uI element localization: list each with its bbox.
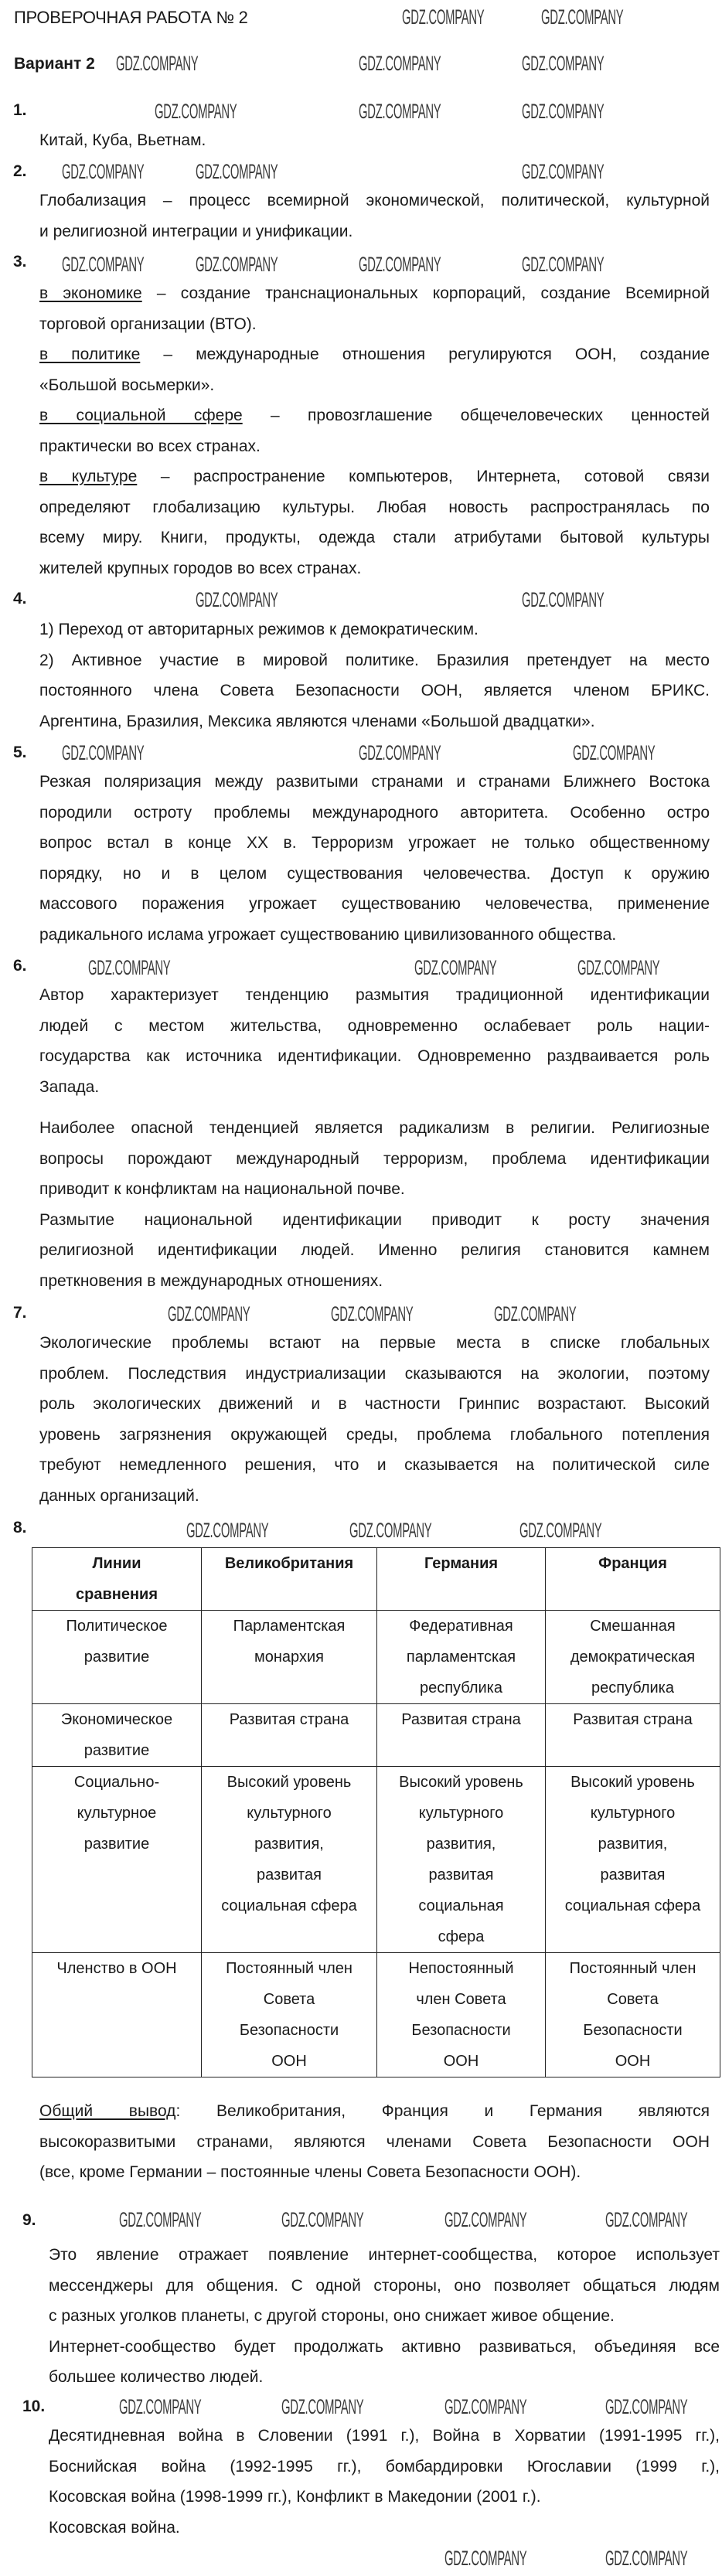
underlined-term: в социальной сфере (39, 407, 243, 424)
text-line (39, 1328, 710, 1359)
text-line (39, 675, 710, 706)
text-line (39, 1420, 710, 1451)
cell-line: Высокий уровень (399, 1774, 523, 1791)
line-text: Наиболее опасной тенденцией является радикализм в религии. Религиозные (39, 1119, 710, 1137)
cell-line: Членство в ООН (56, 1960, 177, 1977)
answer-6-part-1 (39, 980, 710, 1102)
underlined-term: Общий вывод (39, 2102, 176, 2120)
watermark: GDZ.COMPANY (155, 100, 237, 123)
watermark: GDZ.COMPANY (196, 253, 278, 276)
line-text: : Великобритания, Франция и Германия являются (175, 2102, 710, 2120)
watermark: GDZ.COMPANY (196, 588, 278, 611)
cell-line: развитая (600, 1866, 666, 1884)
cell-line: Высокий уровень (226, 1774, 352, 1791)
cell-line: сфера (438, 1928, 485, 1945)
cell-line: развитая (257, 1866, 322, 1884)
paragraph (39, 339, 710, 400)
table-row (32, 1767, 720, 1953)
table-cell (546, 1611, 720, 1704)
text-line (49, 2301, 720, 2332)
text-line (39, 1174, 710, 1205)
text-line (39, 370, 710, 401)
watermark: GDZ.COMPANY (62, 160, 145, 183)
watermark: GDZ.COMPANY (359, 253, 441, 276)
cell-line: Смешанная (590, 1618, 676, 1635)
watermark: GDZ.COMPANY (573, 741, 656, 764)
paragraph (39, 645, 710, 737)
cell-line: Развитая страна (401, 1711, 521, 1728)
text-line (39, 1144, 710, 1175)
cell-line: Высокий уровень (570, 1774, 695, 1791)
paragraph (49, 2332, 720, 2393)
row-label-cell (32, 1704, 202, 1767)
column-header (202, 1548, 377, 1611)
answer-7 (39, 1328, 710, 1511)
cell-line: развитие (83, 1742, 150, 1759)
task-number-4: 4. (13, 590, 27, 607)
cell-line: Социально- (73, 1774, 160, 1791)
watermark: GDZ.COMPANY (186, 1519, 269, 1542)
watermark: GDZ.COMPANY (522, 160, 605, 183)
watermark: GDZ.COMPANY (359, 741, 441, 764)
line-text: Косовская война (1998-1999 гг.), Конфликт в Македонии (2001 г.). (49, 2488, 541, 2506)
row-label-cell (32, 1953, 202, 2077)
task-number-7: 7. (13, 1304, 27, 1322)
watermark: GDZ.COMPANY (196, 160, 278, 183)
text-line (39, 2157, 710, 2188)
table-cell (377, 1767, 546, 1953)
paragraph (49, 2421, 720, 2513)
watermark: GDZ.COMPANY (119, 2208, 202, 2231)
cell-line: демократическая (570, 1649, 696, 1666)
answer-5 (39, 767, 710, 950)
line-text: – распространение компьютеров, Интернета, сотовой связи (137, 468, 710, 485)
line-text: Автор характеризует тенденцию размытия традиционной идентификации (39, 986, 710, 1004)
text-line (39, 980, 710, 1011)
line-text: жителей крупных городов во всех странах. (39, 559, 362, 577)
cell-line: республика (591, 1679, 674, 1696)
line-text: роль экологических движений и в частности Гринпис возрастают. Высокий (39, 1395, 710, 1413)
text-line (39, 309, 710, 340)
watermark: GDZ.COMPANY (605, 2547, 688, 2570)
text-line (39, 614, 710, 645)
line-text: высокоразвитыми странами, являются членами Совета Безопасности ООН (39, 2132, 710, 2151)
task-number-10: 10. (22, 2397, 46, 2415)
text-line (39, 706, 710, 737)
text-line (39, 920, 710, 951)
text-line (39, 125, 710, 156)
answer-10 (49, 2421, 720, 2543)
watermark: GDZ.COMPANY (494, 1302, 577, 1325)
text-line (49, 2482, 720, 2513)
answer-4 (39, 614, 710, 737)
comparison-table (32, 1547, 720, 2077)
cell-line: республика (419, 1679, 502, 1696)
text-line (39, 2127, 710, 2158)
cell-line: Безопасности (411, 2022, 511, 2039)
watermark: GDZ.COMPANY (349, 1519, 432, 1542)
cell-line: Непостоянный (408, 1960, 514, 1977)
text-line (39, 1450, 710, 1481)
paragraph (39, 185, 710, 247)
table-cell (546, 1704, 720, 1767)
watermark: GDZ.COMPANY (62, 741, 145, 764)
text-line (39, 1041, 710, 1072)
underlined-term: в культуре (39, 468, 138, 485)
line-text: торговой организации (ВТО). (39, 315, 257, 333)
answer-1 (39, 125, 710, 156)
paragraph (39, 614, 710, 645)
answer-6-part-2 (39, 1113, 710, 1296)
watermark: GDZ.COMPANY (541, 5, 624, 29)
table-cell (546, 1953, 720, 2077)
header-line: Великобритания (224, 1555, 354, 1572)
text-line (39, 216, 710, 247)
cell-line: ООН (271, 2053, 307, 2070)
header-line: Германия (424, 1555, 499, 1572)
line-text: Глобализация – процесс всемирной экономической, политической, культурной (39, 192, 710, 209)
line-text: 1) Переход от авторитарных режимов к демократическим. (39, 621, 478, 638)
line-text: массового поражения угрожает существованию человечества, применение (39, 895, 710, 913)
watermark: GDZ.COMPANY (168, 1302, 250, 1325)
paragraph (49, 2513, 720, 2544)
line-text: приводит к конфликтам на национальной почве. (39, 1180, 405, 1198)
text-line (39, 553, 710, 584)
task-number-8: 8. (13, 1519, 27, 1536)
cell-line: развития, (598, 1836, 668, 1853)
line-text: (все, кроме Германии – постоянные члены Совета Безопасности ООН). (39, 2163, 581, 2181)
table-row (32, 1704, 720, 1767)
cell-line: развитая (428, 1866, 494, 1884)
cell-line: развития, (426, 1836, 496, 1853)
line-text: определяют глобализацию культуры. Любая новость распространялась по (39, 498, 710, 516)
cell-line: Постоянный член (569, 1960, 696, 1977)
text-line (39, 1011, 710, 1042)
line-text: Запада. (39, 1077, 100, 1096)
task-number-9: 9. (22, 2211, 36, 2229)
row-label-cell (32, 1767, 202, 1953)
variant-label: Вариант 2 (14, 55, 95, 73)
watermark: GDZ.COMPANY (331, 1302, 414, 1325)
text-line (39, 522, 710, 553)
watermark: GDZ.COMPANY (62, 253, 145, 276)
line-text: уровень загрязнения окружающей среды, проблема глобального потепления (39, 1425, 710, 1444)
line-text: с разных уголков планеты, с другой стороны, оно снижает живое общение. (49, 2307, 615, 2325)
watermark: GDZ.COMPANY (444, 2547, 527, 2570)
conclusion (39, 2096, 710, 2188)
line-text: «Большой восьмерки». (39, 376, 215, 394)
paragraph (39, 278, 710, 339)
table-row (32, 1611, 720, 1704)
text-line (39, 431, 710, 462)
watermark: GDZ.COMPANY (519, 1519, 602, 1542)
cell-line: ООН (615, 2053, 651, 2070)
cell-line: Безопасности (583, 2022, 683, 2039)
text-line (39, 1113, 710, 1144)
text-line (39, 278, 710, 309)
header-line: Франция (598, 1555, 667, 1572)
table-cell (202, 1767, 377, 1953)
table-cell (202, 1953, 377, 2077)
paragraph (39, 1328, 710, 1511)
paragraph (39, 1113, 710, 1205)
text-line (39, 767, 710, 798)
paragraph (39, 125, 710, 156)
answer-3 (39, 278, 710, 584)
column-header (546, 1548, 720, 1611)
line-text: – создание транснациональных корпораций, создание Всемирной (141, 284, 710, 302)
table-cell (202, 1611, 377, 1704)
watermark: GDZ.COMPANY (444, 2395, 527, 2418)
text-line (39, 2096, 710, 2127)
cell-line: культурного (590, 1805, 676, 1822)
task-number-5: 5. (13, 744, 27, 761)
cell-line: Развитая страна (573, 1711, 693, 1728)
text-line (39, 798, 710, 829)
watermark: GDZ.COMPANY (605, 2395, 688, 2418)
table-cell (377, 1611, 546, 1704)
line-text: – международные отношения регулируются ООН, создание (140, 345, 710, 363)
text-line (49, 2452, 720, 2482)
text-line (39, 1205, 710, 1236)
text-line (39, 645, 710, 676)
answer-2 (39, 185, 710, 247)
header-line: Линии (92, 1555, 141, 1572)
watermark: GDZ.COMPANY (116, 52, 199, 75)
watermark: GDZ.COMPANY (522, 52, 605, 75)
line-text: данных организаций. (39, 1486, 199, 1505)
text-line (49, 2240, 720, 2271)
text-line (39, 1072, 710, 1103)
line-text: Косовская война. (49, 2518, 180, 2537)
cell-line: Парламентская (233, 1618, 346, 1635)
line-text: требуют немедленного решения, что и сказывается на политической силе (39, 1456, 710, 1474)
cell-line: Развитая страна (229, 1711, 349, 1728)
cell-line: Совета (263, 1991, 315, 2008)
line-text: практически во всех странах. (39, 437, 261, 455)
watermark: GDZ.COMPANY (522, 588, 605, 611)
text-line (49, 2271, 720, 2302)
task-number-3: 3. (13, 253, 27, 271)
line-text: постоянного члена Совета Безопасности ООН, является членом БРИКС. (39, 682, 710, 699)
text-line (49, 2421, 720, 2452)
text-line (39, 889, 710, 920)
line-text: Боснийская война (1992-1995 гг.), бомбардировки Югославии (1999 г.), (49, 2457, 720, 2476)
line-text: Экологические проблемы встают на первые места в списке глобальных (39, 1334, 710, 1352)
text-line (39, 1235, 710, 1266)
cell-line: культурного (247, 1805, 332, 1822)
text-line (49, 2332, 720, 2363)
cell-line: Безопасности (239, 2022, 339, 2039)
cell-line: Постоянный член (226, 1960, 352, 1977)
watermark: GDZ.COMPANY (522, 100, 605, 123)
text-line (39, 1266, 710, 1297)
watermark: GDZ.COMPANY (577, 956, 660, 979)
table-cell (377, 1704, 546, 1767)
watermark: GDZ.COMPANY (281, 2208, 364, 2231)
line-text: Резкая поляризация между развитыми странами и странами Ближнего Востока (39, 773, 710, 791)
header-line: сравнения (75, 1586, 158, 1603)
watermark: GDZ.COMPANY (119, 2395, 202, 2418)
paragraph (49, 2240, 720, 2332)
watermark: GDZ.COMPANY (605, 2208, 688, 2231)
watermark: GDZ.COMPANY (359, 100, 441, 123)
line-text: людей с местом жительства, одновременно ослабевает роль нации- (39, 1016, 710, 1035)
line-text: порядку, но и в целом существования человечества. Доступ к оружию (39, 864, 710, 883)
column-header (377, 1548, 546, 1611)
table-cell (546, 1767, 720, 1953)
line-text: мессенджеры для общения. С одной стороны, оно позволяет общаться людям (49, 2276, 720, 2295)
watermark: GDZ.COMPANY (402, 5, 485, 29)
task-number-1: 1. (13, 101, 27, 119)
text-line (39, 400, 710, 431)
line-text: вопросы порождают международный терроризм, проблема идентификации (39, 1149, 710, 1168)
cell-line: развитие (83, 1836, 150, 1853)
watermark: GDZ.COMPANY (359, 52, 441, 75)
cell-line: монархия (254, 1649, 324, 1666)
line-text: Китай, Куба, Вьетнам. (39, 131, 206, 149)
cell-line: ООН (443, 2053, 479, 2070)
line-text: преткновения в международных отношениях. (39, 1271, 383, 1290)
table-header-row (32, 1548, 720, 1611)
text-line (49, 2513, 720, 2544)
text-line (39, 1389, 710, 1420)
paragraph (39, 461, 710, 584)
watermark: GDZ.COMPANY (444, 2208, 527, 2231)
text-line (39, 1359, 710, 1390)
table-row (32, 1953, 720, 2077)
cell-line: развития, (254, 1836, 324, 1853)
line-text: всему миру. Книги, продукты, одежда стали атрибутами бытовой культуры (39, 529, 710, 546)
cell-line: культурного (418, 1805, 504, 1822)
row-label-cell (32, 1611, 202, 1704)
text-line (39, 859, 710, 890)
line-text: Интернет-сообщество будет продолжать активно развиваться, объединяя все (49, 2337, 720, 2356)
line-text: Аргентина, Бразилия, Мексика являются членами «Большой двадцатки». (39, 712, 595, 730)
cell-line: социальная сфера (221, 1897, 357, 1914)
text-line (39, 828, 710, 859)
line-text: вопрос встал в конце XX в. Терроризм угрожает не только общественному (39, 834, 710, 852)
paragraph (39, 980, 710, 1102)
line-text: Размытие национальной идентификации приводит к росту значения (39, 1210, 710, 1229)
text-line (39, 461, 710, 492)
watermark: GDZ.COMPANY (88, 956, 171, 979)
line-text: религиозной идентификации людей. Именно религия становится камнем (39, 1241, 710, 1259)
watermark: GDZ.COMPANY (281, 2395, 364, 2418)
watermark: GDZ.COMPANY (414, 956, 497, 979)
text-line (39, 492, 710, 523)
cell-line: парламентская (406, 1649, 516, 1666)
cell-line: социальная (418, 1897, 504, 1914)
underlined-term: в политике (39, 345, 141, 363)
line-text: радикального ислама угрожает существованию цивилизованного общества. (39, 925, 617, 944)
underlined-term: в экономике (39, 284, 142, 302)
watermark: GDZ.COMPANY (522, 253, 605, 276)
text-line (39, 185, 710, 216)
paragraph (39, 2096, 710, 2188)
line-text: проблем. Последствия индустриализации сказываются на экологии, поэтому (39, 1364, 710, 1383)
page-title: ПРОВЕРОЧНАЯ РАБОТА № 2 (14, 8, 248, 27)
cell-line: Политическое (66, 1618, 168, 1635)
text-line (49, 2362, 720, 2393)
line-text: 2) Активное участие в мировой политике. Бразилия претендует на место (39, 651, 710, 669)
line-text: и религиозной интеграции и унификации. (39, 222, 353, 240)
line-text: большее количество людей. (49, 2368, 264, 2386)
task-number-6: 6. (13, 957, 27, 975)
text-line (39, 1481, 710, 1512)
line-text: государства как источника идентификации. Одновременно раздваивается роль (39, 1047, 710, 1065)
task-number-2: 2. (13, 162, 27, 180)
cell-line: член Совета (416, 1991, 506, 2008)
line-text: породили остроту проблемы международного авторитета. Особенно остро (39, 803, 710, 822)
cell-line: Экономическое (60, 1711, 173, 1728)
paragraph (39, 400, 710, 461)
table-cell (377, 1953, 546, 2077)
table-cell (202, 1704, 377, 1767)
cell-line: Федеративная (409, 1618, 513, 1635)
line-text: – провозглашение общечеловеческих ценностей (242, 407, 710, 424)
paragraph (39, 767, 710, 950)
answer-9 (49, 2240, 720, 2393)
cell-line: Совета (607, 1991, 659, 2008)
cell-line: культурное (77, 1805, 157, 1822)
line-text: Десятидневная война в Словении (1991 г.), Война в Хорватии (1991-1995 гг.), (49, 2427, 720, 2445)
paragraph (39, 1205, 710, 1297)
cell-line: социальная сфера (564, 1897, 701, 1914)
line-text: Это явление отражает появление интернет-сообщества, которое использует (49, 2246, 720, 2264)
cell-line: развитие (83, 1649, 150, 1666)
text-line (39, 339, 710, 370)
column-header (32, 1548, 202, 1611)
